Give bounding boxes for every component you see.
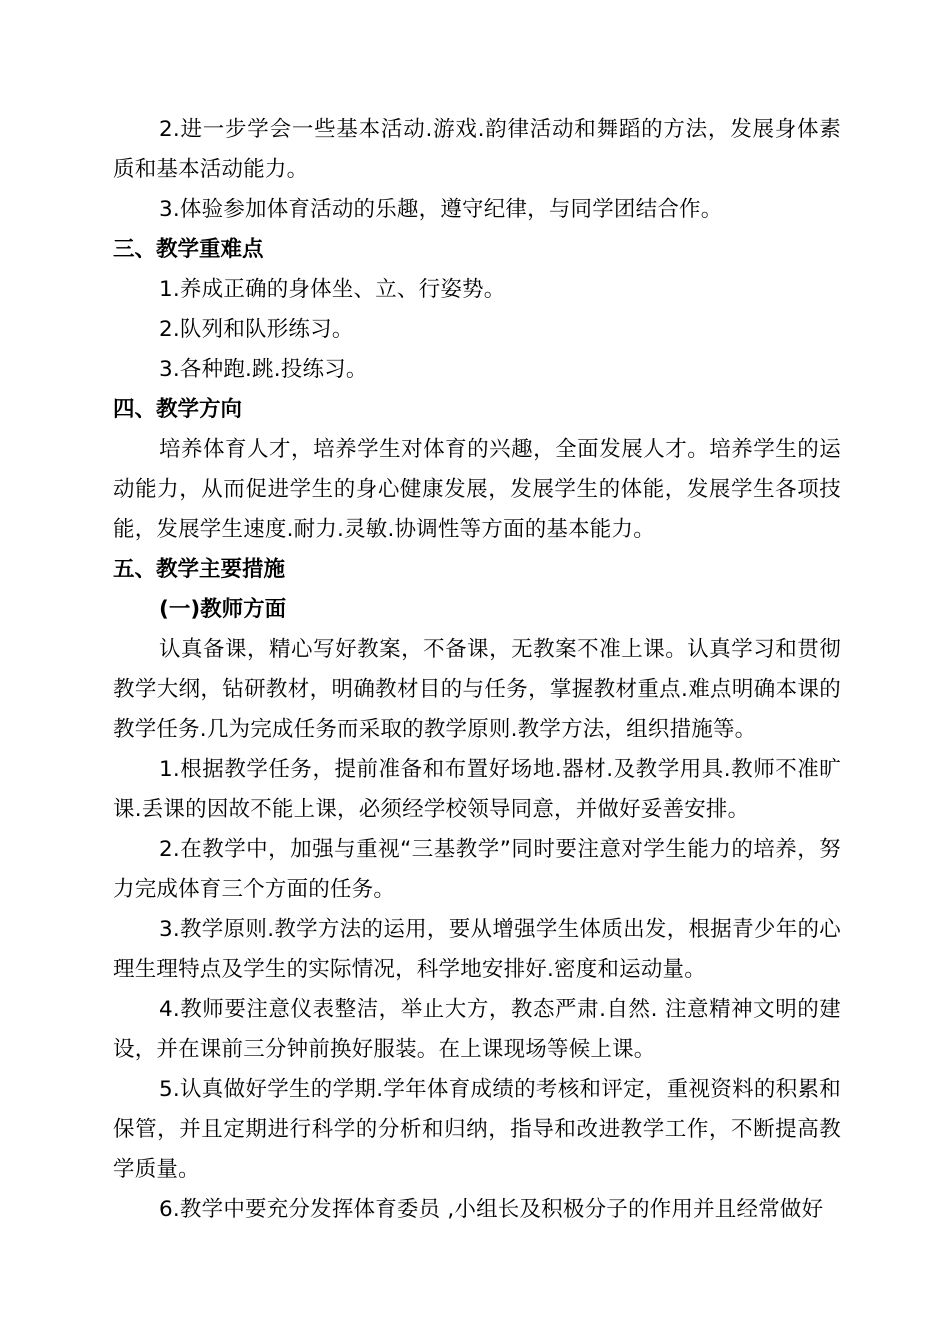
section-heading-key-points: 三、教学重难点 bbox=[113, 237, 264, 262]
section-heading-direction: 四、教学方向 bbox=[113, 397, 243, 422]
paragraph-measure-1: 1.根据教学任务，提前准备和布置好场地.器材.及教学用具.教师不准旷课.丢课的因故不能上课，必须经学校领导同意，并做好妥善安排。 bbox=[113, 757, 841, 822]
paragraph-measure-5: 5.认真做好学生的学期.学年体育成绩的考核和评定，重视资料的积累和保管，并且定期进行科学的分析和归纳，指导和改进教学工作，不断提高教学质量。 bbox=[113, 1077, 841, 1182]
subsection-heading-teachers: (一)教师方面 bbox=[159, 597, 287, 622]
paragraph-key-point-3: 3.各种跑.跳.投练习。 bbox=[159, 357, 368, 382]
paragraph-measure-6: 6.教学中要充分发挥体育委员 ,小组长及积极分子的作用并且经常做好 bbox=[159, 1197, 824, 1222]
paragraph-preparation: 认真备课，精心写好教案，不备课，无教案不准上课。认真学习和贯彻教学大纲，钻研教材，明确教材目的与任务，掌握教材重点.难点明确本课的教学任务.几为完成任务而采取的教学原则.教学方法，组织措施等。 bbox=[113, 637, 841, 742]
section-heading-measures: 五、教学主要措施 bbox=[113, 557, 286, 582]
document-page bbox=[113, 110, 841, 1230]
paragraph-key-point-2: 2.队列和队形练习。 bbox=[159, 317, 354, 342]
paragraph-measure-2: 2.在教学中，加强与重视“三基教学”同时要注意对学生能力的培养，努力完成体育三个方面的任务。 bbox=[113, 837, 841, 902]
paragraph-goal-2: 2.进一步学会一些基本活动.游戏.韵律活动和舞蹈的方法，发展身体素质和基本活动能力。 bbox=[113, 117, 841, 182]
paragraph-measure-3: 3.教学原则.教学方法的运用，要从增强学生体质出发，根据青少年的心理生理特点及学生的实际情况，科学地安排好.密度和运动量。 bbox=[113, 917, 841, 982]
paragraph-direction: 培养体育人才，培养学生对体育的兴趣，全面发展人才。培养学生的运动能力，从而促进学生的身心健康发展，发展学生的体能，发展学生各项技能，发展学生速度.耐力.灵敏.协调性等方面的基本能力。 bbox=[113, 437, 841, 542]
paragraph-goal-3: 3.体验参加体育活动的乐趣，遵守纪律，与同学团结合作。 bbox=[159, 197, 723, 222]
paragraph-measure-4: 4.教师要注意仪表整洁，举止大方，教态严肃.自然. 注意精神文明的建设，并在课前三分钟前换好服装。在上课现场等候上课。 bbox=[113, 997, 841, 1062]
paragraph-key-point-1: 1.养成正确的身体坐、立、行姿势。 bbox=[159, 277, 506, 302]
